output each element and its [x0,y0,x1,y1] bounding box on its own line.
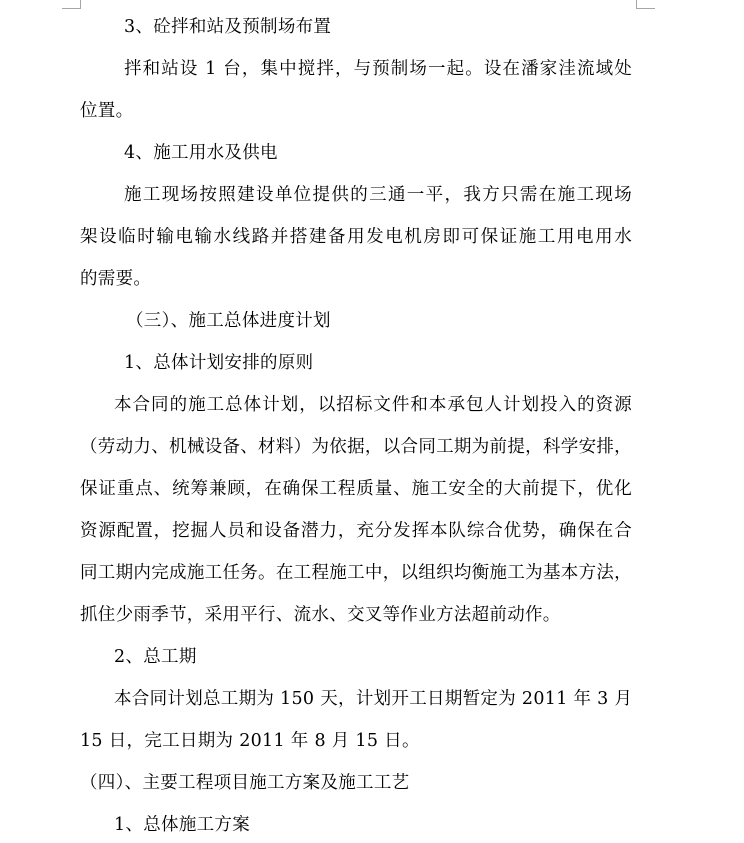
section-heading-schedule: （三）、施工总体进度计划 [126,311,331,331]
heading-water-power: 4、施工用水及供电 [124,143,278,163]
crop-mark-top-right [636,0,655,9]
paragraph-line: 本合同计划总工期为 150 天，计划开工日期暂定为 2011 年 3 月 [114,689,633,709]
paragraph-line: 资源配置，挖掘人员和设备潜力，充分发挥本队综合优势，确保在合 [80,521,632,541]
paragraph-line: 位置。 [80,101,134,121]
heading-total-duration: 2、总工期 [114,647,197,667]
crop-mark-top-left [62,0,81,9]
paragraph-line: 同工期内完成施工任务。在工程施工中，以组织均衡施工为基本方法， [80,563,632,583]
paragraph-line: 拌和站设 1 台，集中搅拌，与预制场一起。设在潘家洼流域处 [124,59,632,79]
paragraph-line: 架设临时输电输水线路并搭建备用发电机房即可保证施工用电用水 [80,227,632,247]
paragraph-line: 15 日，完工日期为 2011 年 8 月 15 日。 [80,731,420,751]
paragraph-line: 保证重点、统筹兼顾，在确保工程质量、施工安全的大前提下，优化 [80,479,632,499]
heading-planning-principles: 1、总体计划安排的原则 [124,353,314,373]
paragraph-line: （劳动力、机械设备、材料）为依据，以合同工期为前提，科学安排， [80,437,632,457]
paragraph-line: 抓住少雨季节，采用平行、流水、交叉等作业方法超前动作。 [80,605,561,625]
heading-overall-plan: 1、总体施工方案 [114,815,251,835]
paragraph-line: 本合同的施工总体计划，以招标文件和本承包人计划投入的资源 [114,395,632,415]
paragraph-line: 施工现场按照建设单位提供的三通一平，我方只需在施工现场 [124,185,632,205]
section-heading-construction-plan: （四）、主要工程项目施工方案及施工工艺 [80,773,410,793]
paragraph-line: 的需要。 [80,269,152,289]
heading-mixing-station: 3、砼拌和站及预制场布置 [124,17,332,37]
